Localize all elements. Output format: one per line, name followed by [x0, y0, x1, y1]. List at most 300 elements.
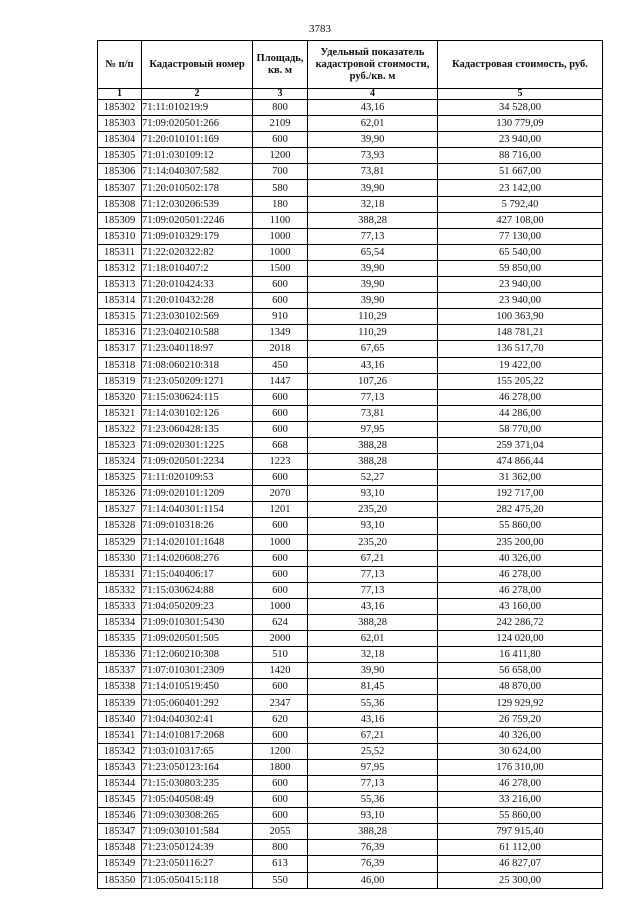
table-row — [98, 309, 603, 325]
row-number-cell: 185341 — [98, 727, 142, 743]
cadastral-value-cell: 176 310,00 — [438, 759, 603, 775]
area-cell: 600 — [253, 808, 308, 824]
cadastral-number-cell: 71:11:010219:9 — [142, 100, 253, 116]
row-number-cell: 185330 — [98, 550, 142, 566]
table-row — [98, 840, 603, 856]
unit-rate-cell: 388,28 — [308, 615, 438, 631]
area-cell: 600 — [253, 421, 308, 437]
unit-rate-cell: 32,18 — [308, 647, 438, 663]
cadastral-value-cell: 46 278,00 — [438, 582, 603, 598]
cadastral-value-cell: 44 286,00 — [438, 405, 603, 421]
table-row — [98, 277, 603, 293]
cadastral-value-cell: 129 929,92 — [438, 695, 603, 711]
row-number-cell: 185315 — [98, 309, 142, 325]
cadastral-value-cell: 23 940,00 — [438, 277, 603, 293]
unit-rate-cell: 93,10 — [308, 808, 438, 824]
table-row — [98, 743, 603, 759]
row-number-cell: 185314 — [98, 293, 142, 309]
area-cell: 600 — [253, 792, 308, 808]
cadastral-value-cell: 51 667,00 — [438, 164, 603, 180]
area-cell: 1201 — [253, 502, 308, 518]
row-number-cell: 185320 — [98, 389, 142, 405]
cadastral-value-cell: 55 860,00 — [438, 518, 603, 534]
table-row — [98, 260, 603, 276]
row-number-cell: 185304 — [98, 132, 142, 148]
cadastral-number-cell: 71:20:010432:28 — [142, 293, 253, 309]
cadastral-number-cell: 71:20:010101:169 — [142, 132, 253, 148]
area-cell: 800 — [253, 840, 308, 856]
cadastral-number-cell: 71:14:020608:276 — [142, 550, 253, 566]
area-cell: 600 — [253, 679, 308, 695]
cadastral-number-cell: 71:18:010407:2 — [142, 260, 253, 276]
table-row — [98, 695, 603, 711]
area-cell: 600 — [253, 132, 308, 148]
area-cell: 2070 — [253, 486, 308, 502]
cadastral-value-cell: 474 866,44 — [438, 454, 603, 470]
row-number-cell: 185338 — [98, 679, 142, 695]
cadastral-number-cell: 71:03:010317:65 — [142, 743, 253, 759]
unit-rate-cell: 39,90 — [308, 260, 438, 276]
unit-rate-cell: 39,90 — [308, 180, 438, 196]
cadastral-value-cell: 25 300,00 — [438, 872, 603, 888]
table-row — [98, 486, 603, 502]
cadastral-value-cell: 130 779,09 — [438, 116, 603, 132]
row-number-cell: 185334 — [98, 615, 142, 631]
area-cell: 600 — [253, 727, 308, 743]
unit-rate-cell: 39,90 — [308, 277, 438, 293]
cadastral-value-cell: 26 759,20 — [438, 711, 603, 727]
table-row — [98, 148, 603, 164]
table-row — [98, 518, 603, 534]
table-body — [98, 100, 603, 889]
area-cell: 600 — [253, 470, 308, 486]
table-row — [98, 502, 603, 518]
area-cell: 1447 — [253, 373, 308, 389]
row-number-cell: 185347 — [98, 824, 142, 840]
row-number-cell: 185349 — [98, 856, 142, 872]
unit-rate-cell: 65,54 — [308, 244, 438, 260]
table-row — [98, 534, 603, 550]
unit-rate-cell: 97,95 — [308, 421, 438, 437]
table-row — [98, 180, 603, 196]
row-number-cell: 185332 — [98, 582, 142, 598]
area-cell: 600 — [253, 550, 308, 566]
unit-rate-cell: 235,20 — [308, 534, 438, 550]
unit-rate-cell: 388,28 — [308, 212, 438, 228]
cadastral-number-cell: 71:05:050415:118 — [142, 872, 253, 888]
cadastral-value-cell: 235 200,00 — [438, 534, 603, 550]
cadastral-number-cell: 71:09:010301:5430 — [142, 615, 253, 631]
area-cell: 600 — [253, 293, 308, 309]
cadastral-value-cell: 34 528,00 — [438, 100, 603, 116]
cadastral-value-cell: 46 278,00 — [438, 775, 603, 791]
area-cell: 1100 — [253, 212, 308, 228]
cadastral-number-cell: 71:09:020101:1209 — [142, 486, 253, 502]
unit-rate-cell: 62,01 — [308, 116, 438, 132]
table-row — [98, 775, 603, 791]
cadastral-value-table — [97, 40, 603, 889]
cadastral-value-cell: 23 142,00 — [438, 180, 603, 196]
row-number-cell: 185306 — [98, 164, 142, 180]
table-row — [98, 792, 603, 808]
area-cell: 1800 — [253, 759, 308, 775]
cadastral-value-cell: 23 940,00 — [438, 293, 603, 309]
column-number: 1 — [98, 89, 142, 100]
table-row — [98, 421, 603, 437]
cadastral-number-cell: 71:09:020501:2234 — [142, 454, 253, 470]
cadastral-value-cell: 43 160,00 — [438, 598, 603, 614]
unit-rate-cell: 25,52 — [308, 743, 438, 759]
table-row — [98, 631, 603, 647]
header-cadastral-value: Кадастровая стоимость, руб. — [438, 41, 603, 89]
table-row — [98, 824, 603, 840]
row-number-cell: 185336 — [98, 647, 142, 663]
table-row — [98, 663, 603, 679]
table-row — [98, 759, 603, 775]
unit-rate-cell: 67,21 — [308, 727, 438, 743]
header-cadastral-number: Кадастровый номер — [142, 41, 253, 89]
table-row — [98, 615, 603, 631]
cadastral-number-cell: 71:12:030206:539 — [142, 196, 253, 212]
cadastral-number-cell: 71:23:040210:588 — [142, 325, 253, 341]
cadastral-number-cell: 71:23:060428:135 — [142, 421, 253, 437]
unit-rate-cell: 110,29 — [308, 325, 438, 341]
row-number-cell: 185316 — [98, 325, 142, 341]
cadastral-value-cell: 46 827,07 — [438, 856, 603, 872]
cadastral-value-cell: 427 108,00 — [438, 212, 603, 228]
unit-rate-cell: 39,90 — [308, 293, 438, 309]
row-number-cell: 185303 — [98, 116, 142, 132]
table-row — [98, 647, 603, 663]
area-cell: 1500 — [253, 260, 308, 276]
row-number-cell: 185333 — [98, 598, 142, 614]
row-number-cell: 185345 — [98, 792, 142, 808]
cadastral-number-cell: 71:15:040406:17 — [142, 566, 253, 582]
page-number: 3783 — [309, 23, 331, 35]
cadastral-value-cell: 259 371,04 — [438, 437, 603, 453]
cadastral-value-cell: 55 860,00 — [438, 808, 603, 824]
cadastral-number-cell: 71:14:040301:1154 — [142, 502, 253, 518]
cadastral-value-cell: 46 278,00 — [438, 566, 603, 582]
area-cell: 624 — [253, 615, 308, 631]
table-row — [98, 164, 603, 180]
unit-rate-cell: 32,18 — [308, 196, 438, 212]
row-number-cell: 185331 — [98, 566, 142, 582]
table-row — [98, 244, 603, 260]
cadastral-number-cell: 71:14:020101:1648 — [142, 534, 253, 550]
table-row — [98, 389, 603, 405]
cadastral-value-cell: 40 326,00 — [438, 550, 603, 566]
table-row — [98, 325, 603, 341]
unit-rate-cell: 67,21 — [308, 550, 438, 566]
cadastral-value-cell: 40 326,00 — [438, 727, 603, 743]
row-number-cell: 185305 — [98, 148, 142, 164]
row-number-cell: 185302 — [98, 100, 142, 116]
cadastral-value-cell: 136 517,70 — [438, 341, 603, 357]
cadastral-value-cell: 5 792,40 — [438, 196, 603, 212]
area-cell: 450 — [253, 357, 308, 373]
cadastral-number-cell: 71:01:030109:12 — [142, 148, 253, 164]
cadastral-number-cell: 71:23:050116:27 — [142, 856, 253, 872]
column-number: 2 — [142, 89, 253, 100]
cadastral-number-cell: 71:23:050209:1271 — [142, 373, 253, 389]
cadastral-number-cell: 71:09:010318:26 — [142, 518, 253, 534]
unit-rate-cell: 77,13 — [308, 582, 438, 598]
cadastral-number-cell: 71:09:020501:266 — [142, 116, 253, 132]
cadastral-value-cell: 88 716,00 — [438, 148, 603, 164]
table-row — [98, 582, 603, 598]
area-cell: 2347 — [253, 695, 308, 711]
row-number-cell: 185339 — [98, 695, 142, 711]
unit-rate-cell: 39,90 — [308, 663, 438, 679]
row-number-cell: 185350 — [98, 872, 142, 888]
area-cell: 180 — [253, 196, 308, 212]
row-number-cell: 185324 — [98, 454, 142, 470]
table-header — [98, 41, 603, 100]
area-cell: 510 — [253, 647, 308, 663]
row-number-cell: 185325 — [98, 470, 142, 486]
unit-rate-cell: 93,10 — [308, 486, 438, 502]
row-number-cell: 185326 — [98, 486, 142, 502]
table-row — [98, 228, 603, 244]
cadastral-number-cell: 71:05:040508:49 — [142, 792, 253, 808]
row-number-cell: 185312 — [98, 260, 142, 276]
table-row — [98, 679, 603, 695]
table-row — [98, 727, 603, 743]
cadastral-value-cell: 155 205,22 — [438, 373, 603, 389]
unit-rate-cell: 43,16 — [308, 711, 438, 727]
cadastral-value-cell: 65 540,00 — [438, 244, 603, 260]
cadastral-number-cell: 71:23:040118:97 — [142, 341, 253, 357]
cadastral-number-cell: 71:23:030102:569 — [142, 309, 253, 325]
unit-rate-cell: 55,36 — [308, 695, 438, 711]
area-cell: 600 — [253, 405, 308, 421]
unit-rate-cell: 93,10 — [308, 518, 438, 534]
cadastral-number-cell: 71:14:010519:450 — [142, 679, 253, 695]
table-row — [98, 373, 603, 389]
unit-rate-cell: 388,28 — [308, 824, 438, 840]
cadastral-number-cell: 71:09:020501:2246 — [142, 212, 253, 228]
header-row — [98, 41, 603, 89]
table-row — [98, 598, 603, 614]
unit-rate-cell: 43,16 — [308, 357, 438, 373]
unit-rate-cell: 76,39 — [308, 856, 438, 872]
table-row — [98, 550, 603, 566]
area-cell: 1000 — [253, 598, 308, 614]
column-number: 4 — [308, 89, 438, 100]
cadastral-number-cell: 71:05:060401:292 — [142, 695, 253, 711]
unit-rate-cell: 77,13 — [308, 228, 438, 244]
row-number-cell: 185307 — [98, 180, 142, 196]
area-cell: 613 — [253, 856, 308, 872]
row-number-cell: 185346 — [98, 808, 142, 824]
cadastral-number-cell: 71:14:040307:582 — [142, 164, 253, 180]
cadastral-value-cell: 192 717,00 — [438, 486, 603, 502]
row-number-cell: 185321 — [98, 405, 142, 421]
cadastral-number-cell: 71:20:010502:178 — [142, 180, 253, 196]
column-number: 5 — [438, 89, 603, 100]
cadastral-number-cell: 71:15:030624:88 — [142, 582, 253, 598]
cadastral-number-cell: 71:04:050209:23 — [142, 598, 253, 614]
row-number-cell: 185319 — [98, 373, 142, 389]
unit-rate-cell: 81,45 — [308, 679, 438, 695]
unit-rate-cell: 235,20 — [308, 502, 438, 518]
area-cell: 1349 — [253, 325, 308, 341]
unit-rate-cell: 39,90 — [308, 132, 438, 148]
table-row — [98, 470, 603, 486]
unit-rate-cell: 388,28 — [308, 454, 438, 470]
cadastral-value-cell: 100 363,90 — [438, 309, 603, 325]
cadastral-number-cell: 71:08:060210:318 — [142, 357, 253, 373]
table-row — [98, 100, 603, 116]
area-cell: 600 — [253, 775, 308, 791]
row-number-cell: 185323 — [98, 437, 142, 453]
area-cell: 700 — [253, 164, 308, 180]
area-cell: 1000 — [253, 244, 308, 260]
row-number-cell: 185311 — [98, 244, 142, 260]
row-number-cell: 185344 — [98, 775, 142, 791]
cadastral-value-cell: 30 624,00 — [438, 743, 603, 759]
table-row — [98, 341, 603, 357]
cadastral-value-cell: 46 278,00 — [438, 389, 603, 405]
cadastral-number-cell: 71:09:020501:505 — [142, 631, 253, 647]
row-number-cell: 185327 — [98, 502, 142, 518]
cadastral-number-cell: 71:11:020109:53 — [142, 470, 253, 486]
table-row — [98, 454, 603, 470]
table-row — [98, 872, 603, 888]
unit-rate-cell: 76,39 — [308, 840, 438, 856]
table-row — [98, 808, 603, 824]
area-cell: 620 — [253, 711, 308, 727]
header-number: № п/п — [98, 41, 142, 89]
cadastral-number-cell: 71:09:020301:1225 — [142, 437, 253, 453]
row-number-cell: 185308 — [98, 196, 142, 212]
unit-rate-cell: 43,16 — [308, 598, 438, 614]
row-number-cell: 185317 — [98, 341, 142, 357]
area-cell: 2000 — [253, 631, 308, 647]
cadastral-value-cell: 31 362,00 — [438, 470, 603, 486]
cadastral-value-cell: 56 658,00 — [438, 663, 603, 679]
cadastral-number-cell: 71:15:030624:115 — [142, 389, 253, 405]
row-number-cell: 185337 — [98, 663, 142, 679]
row-number-cell: 185309 — [98, 212, 142, 228]
unit-rate-cell: 46,00 — [308, 872, 438, 888]
table-row — [98, 357, 603, 373]
cadastral-value-cell: 124 020,00 — [438, 631, 603, 647]
cadastral-number-cell: 71:23:050123:164 — [142, 759, 253, 775]
unit-rate-cell: 77,13 — [308, 775, 438, 791]
cadastral-number-cell: 71:12:060210:308 — [142, 647, 253, 663]
cadastral-value-cell: 23 940,00 — [438, 132, 603, 148]
area-cell: 2055 — [253, 824, 308, 840]
cadastral-value-cell: 148 781,21 — [438, 325, 603, 341]
area-cell: 1200 — [253, 743, 308, 759]
cadastral-value-cell: 242 286,72 — [438, 615, 603, 631]
area-cell: 580 — [253, 180, 308, 196]
cadastral-number-cell: 71:14:030102:126 — [142, 405, 253, 421]
unit-rate-cell: 107,26 — [308, 373, 438, 389]
unit-rate-cell: 388,28 — [308, 437, 438, 453]
unit-rate-cell: 55,36 — [308, 792, 438, 808]
row-number-cell: 185318 — [98, 357, 142, 373]
cadastral-number-cell: 71:09:010329:179 — [142, 228, 253, 244]
unit-rate-cell: 62,01 — [308, 631, 438, 647]
area-cell: 2018 — [253, 341, 308, 357]
table-row — [98, 132, 603, 148]
cadastral-number-cell: 71:07:010301:2309 — [142, 663, 253, 679]
column-numbers-row — [98, 89, 603, 100]
row-number-cell: 185322 — [98, 421, 142, 437]
area-cell: 1000 — [253, 228, 308, 244]
cadastral-value-cell: 61 112,00 — [438, 840, 603, 856]
table-row — [98, 711, 603, 727]
unit-rate-cell: 52,27 — [308, 470, 438, 486]
area-cell: 600 — [253, 582, 308, 598]
row-number-cell: 185313 — [98, 277, 142, 293]
table-row — [98, 566, 603, 582]
area-cell: 600 — [253, 389, 308, 405]
unit-rate-cell: 73,81 — [308, 405, 438, 421]
cadastral-number-cell: 71:15:030803:235 — [142, 775, 253, 791]
area-cell: 1200 — [253, 148, 308, 164]
unit-rate-cell: 77,13 — [308, 566, 438, 582]
column-number: 3 — [253, 89, 308, 100]
row-number-cell: 185329 — [98, 534, 142, 550]
area-cell: 910 — [253, 309, 308, 325]
row-number-cell: 185328 — [98, 518, 142, 534]
header-unit-rate: Удельный показатель кадастровой стоимости, руб./кв. м — [308, 41, 438, 89]
cadastral-number-cell: 71:20:010424:33 — [142, 277, 253, 293]
cadastral-number-cell: 71:09:030308:265 — [142, 808, 253, 824]
cadastral-value-cell: 282 475,20 — [438, 502, 603, 518]
unit-rate-cell: 73,81 — [308, 164, 438, 180]
unit-rate-cell: 97,95 — [308, 759, 438, 775]
area-cell: 600 — [253, 277, 308, 293]
table-row — [98, 116, 603, 132]
unit-rate-cell: 73,93 — [308, 148, 438, 164]
area-cell: 550 — [253, 872, 308, 888]
unit-rate-cell: 77,13 — [308, 389, 438, 405]
area-cell: 600 — [253, 518, 308, 534]
cadastral-number-cell: 71:09:030101:584 — [142, 824, 253, 840]
row-number-cell: 185340 — [98, 711, 142, 727]
area-cell: 668 — [253, 437, 308, 453]
area-cell: 1000 — [253, 534, 308, 550]
header-area: Площадь, кв. м — [253, 41, 308, 89]
unit-rate-cell: 43,16 — [308, 100, 438, 116]
row-number-cell: 185310 — [98, 228, 142, 244]
unit-rate-cell: 67,65 — [308, 341, 438, 357]
cadastral-value-cell: 33 216,00 — [438, 792, 603, 808]
cadastral-value-cell: 59 850,00 — [438, 260, 603, 276]
area-cell: 800 — [253, 100, 308, 116]
cadastral-value-cell: 16 411,80 — [438, 647, 603, 663]
unit-rate-cell: 110,29 — [308, 309, 438, 325]
cadastral-value-cell: 77 130,00 — [438, 228, 603, 244]
table-row — [98, 405, 603, 421]
cadastral-value-cell: 19 422,00 — [438, 357, 603, 373]
table-row — [98, 856, 603, 872]
table-row — [98, 212, 603, 228]
area-cell: 1223 — [253, 454, 308, 470]
cadastral-number-cell: 71:23:050124:39 — [142, 840, 253, 856]
area-cell: 600 — [253, 566, 308, 582]
table-row — [98, 196, 603, 212]
cadastral-value-cell: 797 915,40 — [438, 824, 603, 840]
cadastral-value-cell: 48 870,00 — [438, 679, 603, 695]
row-number-cell: 185335 — [98, 631, 142, 647]
cadastral-number-cell: 71:22:020322:82 — [142, 244, 253, 260]
